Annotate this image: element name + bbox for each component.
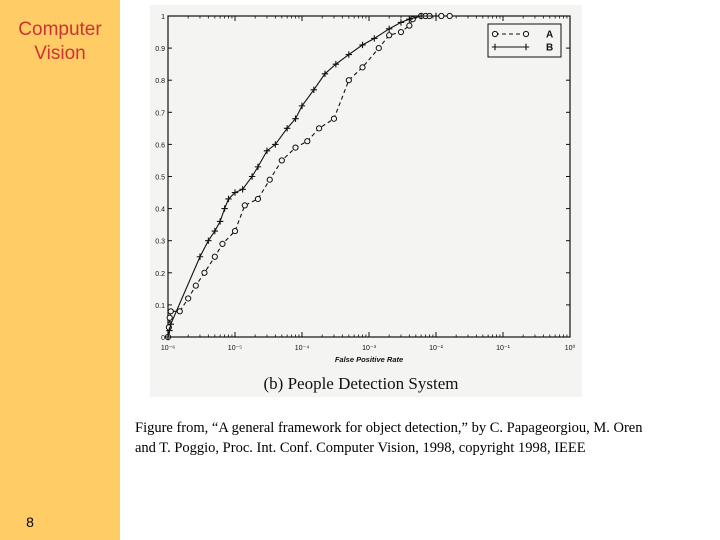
series-B-point: [197, 254, 203, 260]
series-A-point: [360, 65, 365, 70]
y-tick-label: 0.5: [155, 174, 165, 182]
series-A-point: [186, 296, 191, 301]
series-A-point: [447, 13, 452, 18]
course-title-line-1: Computer: [18, 19, 102, 40]
series-A-point: [407, 23, 412, 28]
series-B-point: [217, 218, 223, 224]
series-A-point: [167, 315, 172, 320]
y-tick-label: 0.4: [155, 206, 165, 214]
series-A-point: [267, 177, 272, 182]
series-B-point: [165, 334, 171, 340]
series-B-point: [255, 164, 261, 170]
series-A-point: [398, 29, 403, 34]
sidebar-panel: [0, 0, 120, 540]
figure-scan: [150, 5, 582, 397]
series-A-point: [232, 228, 237, 233]
roc-chart: [150, 5, 582, 397]
figure-caption: [135, 418, 705, 458]
y-tick-label: 0: [161, 335, 165, 342]
series-B-point: [212, 228, 218, 234]
series-B-point: [371, 35, 377, 41]
series-A-point: [255, 196, 260, 201]
series-A-point: [492, 31, 497, 36]
x-tick-label: 10⁻²: [429, 345, 443, 352]
x-tick-label: 10⁻⁴: [294, 345, 310, 352]
series-A-point: [346, 78, 351, 83]
series-A-line: [168, 16, 450, 337]
series-B-point: [221, 205, 227, 211]
series-A-point: [193, 283, 198, 288]
legend-label-B: B: [546, 42, 554, 54]
series-A-point: [242, 203, 247, 208]
y-tick-label: 0.3: [155, 238, 165, 246]
series-A-point: [293, 145, 298, 150]
series-A-point: [331, 116, 336, 121]
caption-line-1: Figure from, “A general framework for object detection,” by C. Papageorgiou, M. Oren: [135, 420, 643, 436]
series-B-point: [205, 238, 211, 244]
series-A-point: [523, 31, 528, 36]
series-A-point: [202, 270, 207, 275]
x-axis-label: False Positive Rate: [334, 355, 404, 364]
page-number: 8: [26, 514, 34, 530]
series-A-point: [376, 46, 381, 51]
chart-title: (b) People Detection System: [263, 374, 459, 393]
x-tick-label: 10⁻¹: [496, 345, 510, 352]
series-B-point: [386, 26, 392, 32]
caption-line-2: and T. Poggio, Proc. Int. Conf. Computer Vision, 1998, copyright 1998, IEEE: [135, 440, 586, 456]
course-title-line-2: Vision: [34, 43, 86, 64]
series-B-line: [168, 16, 436, 337]
y-tick-label: 0.6: [155, 142, 165, 150]
series-A-point: [305, 139, 310, 144]
legend-label-A: A: [546, 29, 554, 41]
y-tick-label: 1: [161, 14, 165, 21]
series-A-point: [279, 158, 284, 163]
plot-frame: [168, 16, 570, 337]
series-A-point: [212, 254, 217, 259]
y-tick-label: 0.9: [155, 46, 165, 54]
series-A-point: [177, 309, 182, 314]
series-A-point: [439, 13, 444, 18]
y-tick-label: 0.8: [155, 78, 165, 86]
course-title: [0, 18, 120, 66]
series-B-point: [418, 13, 424, 19]
y-tick-label: 0.1: [155, 302, 165, 310]
x-tick-label: 10⁰: [564, 345, 576, 352]
series-B-point: [398, 19, 404, 25]
series-A-point: [168, 309, 173, 314]
series-A-point: [387, 33, 392, 38]
x-tick-label: 10⁻³: [362, 345, 376, 352]
y-tick-label: 0.2: [155, 270, 165, 278]
series-B-point: [433, 13, 439, 19]
x-tick-label: 10⁻⁵: [227, 345, 243, 352]
y-tick-label: 0.7: [155, 110, 165, 118]
series-A-point: [317, 126, 322, 131]
x-tick-label: 10⁻⁶: [160, 345, 176, 352]
series-A-point: [220, 241, 225, 246]
